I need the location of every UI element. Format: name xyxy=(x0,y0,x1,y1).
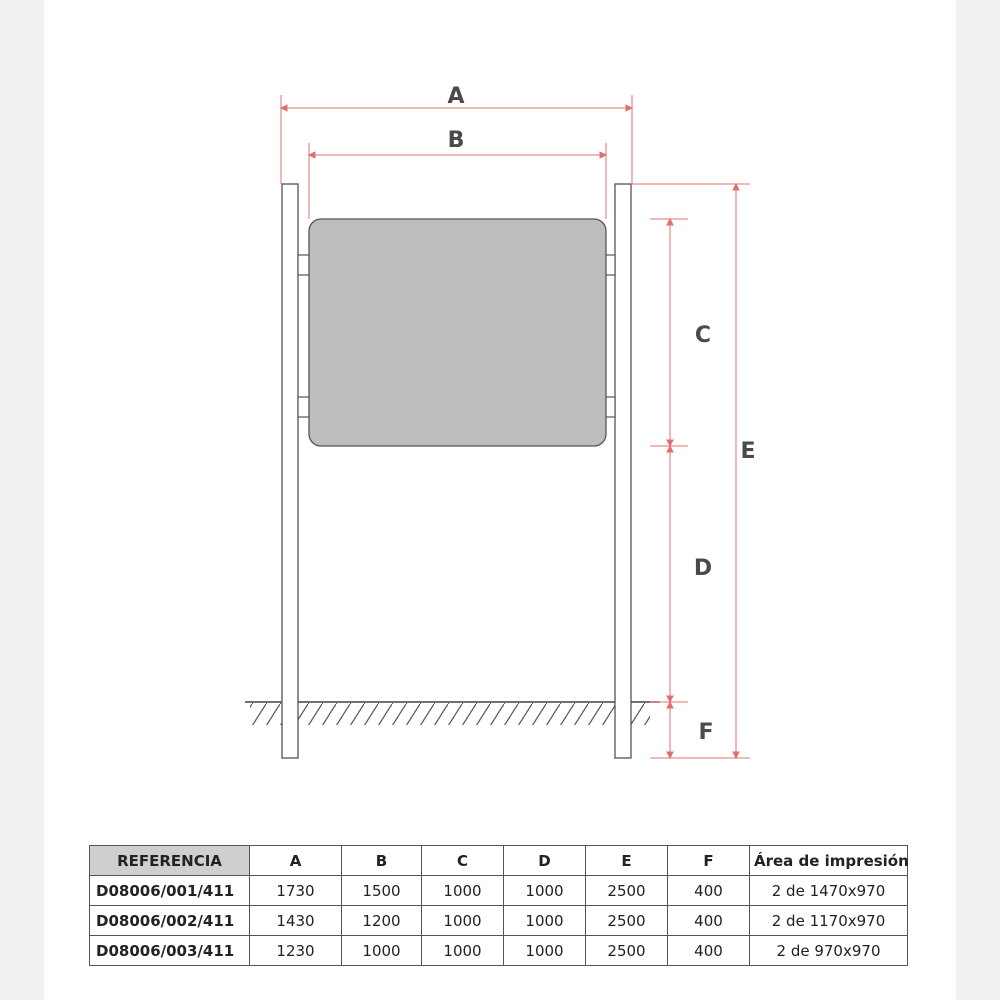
bracket-left-bottom xyxy=(298,397,310,417)
header-area-impresion: Área de impresión xyxy=(750,846,908,876)
cell-referencia: D08006/003/411 xyxy=(90,936,250,966)
header-c: C xyxy=(422,846,504,876)
cell-b: 1500 xyxy=(342,876,422,906)
cell-e: 2500 xyxy=(586,936,668,966)
dimension-label-a: A xyxy=(447,84,465,109)
ground-hatching xyxy=(250,703,650,725)
cell-f: 400 xyxy=(668,876,750,906)
cell-f: 400 xyxy=(668,936,750,966)
cell-area-impresion: 2 de 970x970 xyxy=(750,936,908,966)
bracket-left-top xyxy=(298,255,310,275)
table-row xyxy=(90,936,908,966)
dimension-b xyxy=(309,143,606,219)
cell-f: 400 xyxy=(668,906,750,936)
cell-c: 1000 xyxy=(422,936,504,966)
cell-c: 1000 xyxy=(422,906,504,936)
cell-a: 1730 xyxy=(250,876,342,906)
cell-a: 1430 xyxy=(250,906,342,936)
cell-a: 1230 xyxy=(250,936,342,966)
dimension-label-b: B xyxy=(447,128,465,153)
cell-b: 1000 xyxy=(342,936,422,966)
header-d: D xyxy=(504,846,586,876)
header-b: B xyxy=(342,846,422,876)
dimension-label-e: E xyxy=(740,439,756,464)
cell-referencia: D08006/002/411 xyxy=(90,906,250,936)
dimension-e xyxy=(631,184,750,758)
dimension-label-f: F xyxy=(698,720,714,745)
cell-d: 1000 xyxy=(504,906,586,936)
cell-c: 1000 xyxy=(422,876,504,906)
cell-d: 1000 xyxy=(504,876,586,906)
specification-table xyxy=(89,845,908,966)
dimension-chain-cdf xyxy=(650,219,688,758)
left-post xyxy=(282,184,298,758)
header-e: E xyxy=(586,846,668,876)
cell-d: 1000 xyxy=(504,936,586,966)
cell-e: 2500 xyxy=(586,906,668,936)
dimension-label-c: C xyxy=(694,323,712,348)
cell-area-impresion: 2 de 1470x970 xyxy=(750,876,908,906)
header-a: A xyxy=(250,846,342,876)
table-row xyxy=(90,876,908,906)
cell-b: 1200 xyxy=(342,906,422,936)
table-header-row xyxy=(90,846,908,876)
cell-area-impresion: 2 de 1170x970 xyxy=(750,906,908,936)
sign-panel xyxy=(309,219,606,446)
table-row xyxy=(90,906,908,936)
cell-e: 2500 xyxy=(586,876,668,906)
right-post xyxy=(615,184,631,758)
header-referencia: REFERENCIA xyxy=(90,846,250,876)
header-f: F xyxy=(668,846,750,876)
ground xyxy=(245,702,660,725)
cell-referencia: D08006/001/411 xyxy=(90,876,250,906)
dimension-label-d: D xyxy=(693,556,713,581)
